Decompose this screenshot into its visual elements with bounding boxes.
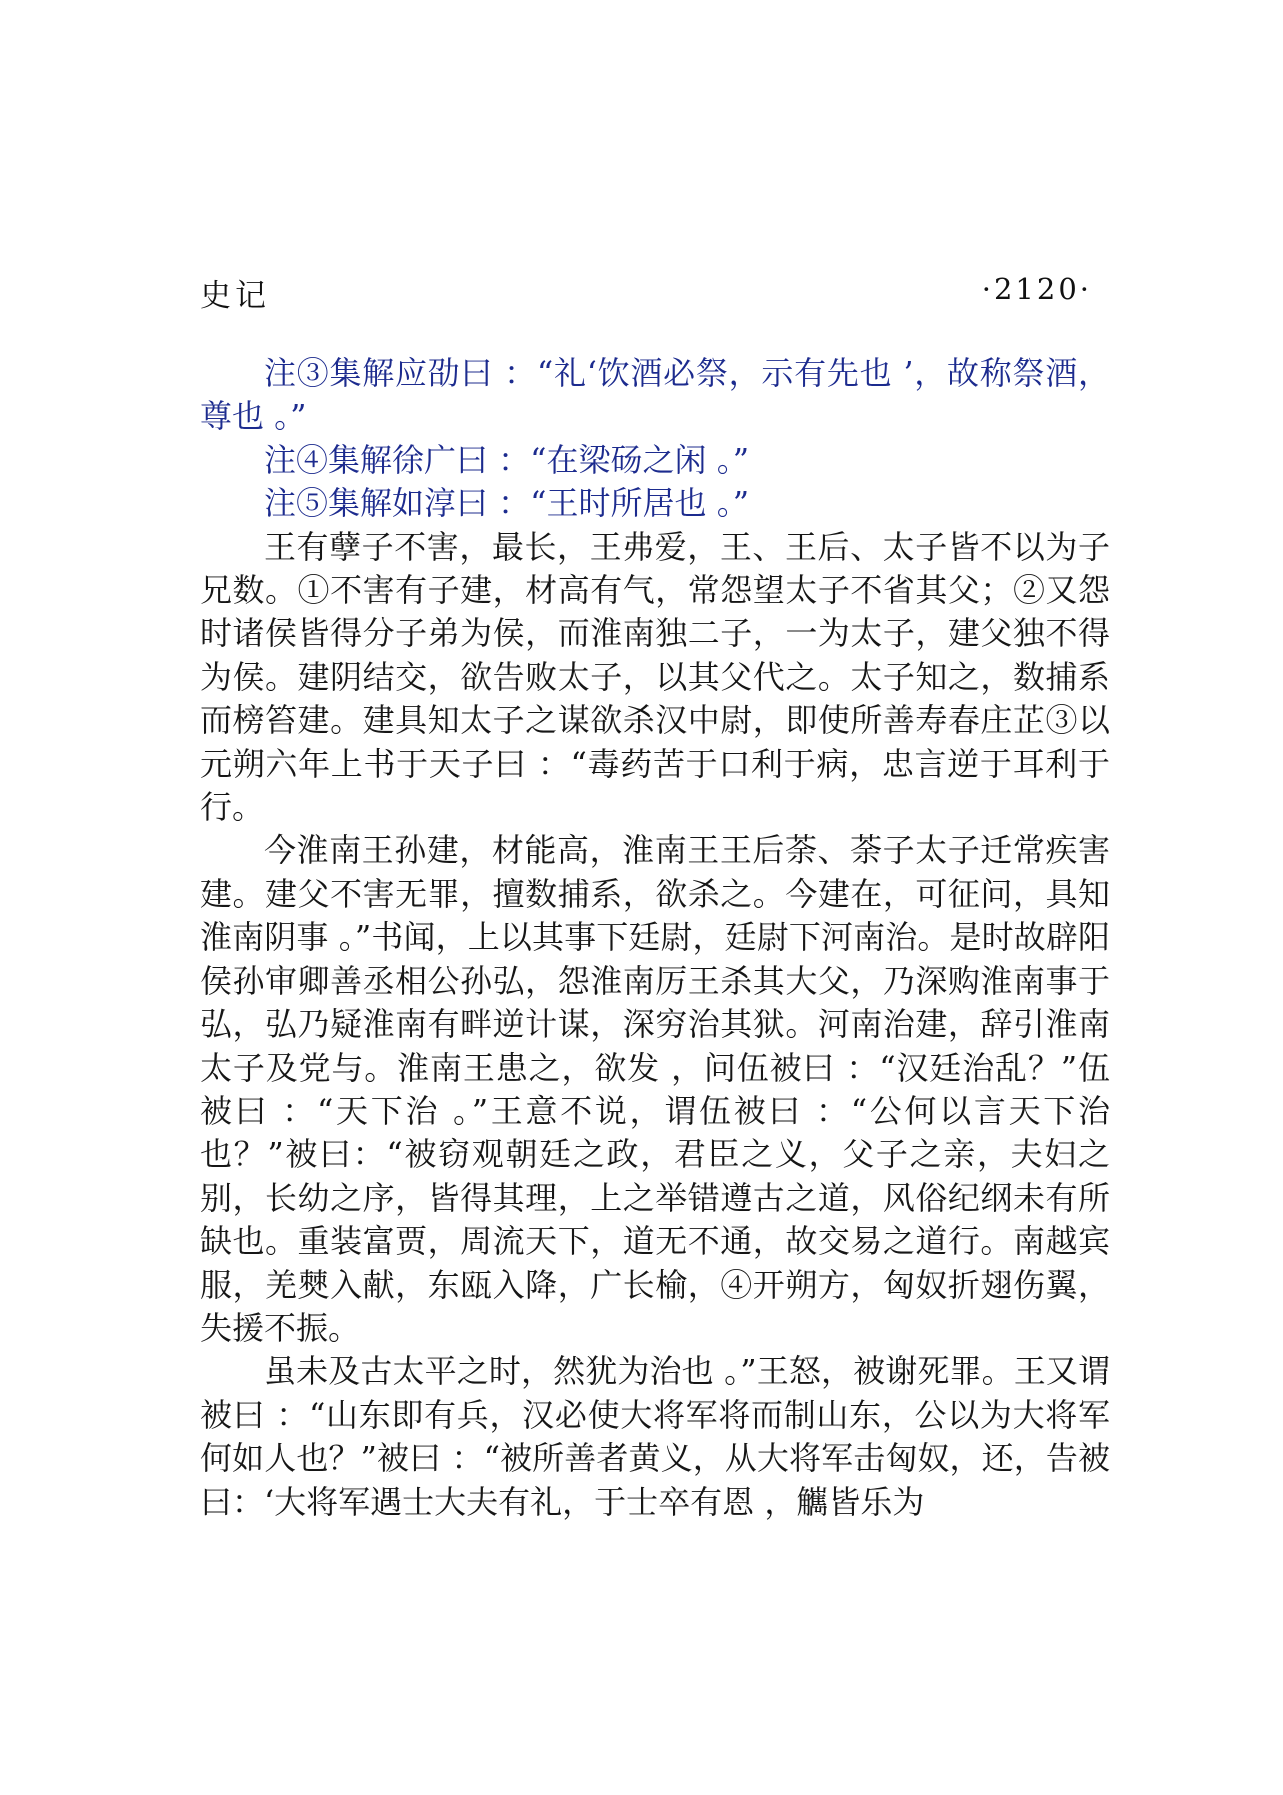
page-header — [200, 270, 1092, 314]
page-body — [200, 352, 1110, 1524]
annotation-note-5: 注⑤集解如淳曰 ：“王时所居也 。” — [264, 484, 750, 523]
book-title: 史记 — [200, 278, 270, 314]
body-paragraph: 王有孽子不害，最长，王弗爱，王、王后、太子皆不以为子兄数。①不害有子建，材高有气，常怨望太子不省其父；②又怨时诸侯皆得分子弟为侯，而淮南独二子，一为太子，建父独不得为侯。建阴结交，欲告败太子，以其父代之。太子知之，数捕系而榜笞建。建具知太子之谋欲杀汉中尉，即使所善寿春庄芷③以元朔六年上书于天子曰 ：“毒药苦于口利于病，忠言逆于耳利于行。 — [200, 527, 1110, 827]
body-paragraph: 虽未及古太平之时，然犹为治也 。”王怒，被谢死罪。王又谓被曰 ：“山东即有兵，汉必使大将军将而制山东，公以为大将军何如人也？”被曰 ：“被所善者黄义，从大将军击匈奴，还，告被曰：‘大将军遇士大夫有礼，于士卒有恩 ，觽皆乐为 — [200, 1352, 1110, 1521]
annotation-note-4: 注④集解徐广曰 ：“在梁砀之闲 。” — [264, 440, 750, 479]
body-paragraph: 今淮南王孙建，材能高，淮南王王后荼、荼子太子迁常疾害建。建父不害无罪，擅数捕系，欲杀之。今建在，可征问，具知淮南阴事 。”书闻，上以其事下廷尉，廷尉下河南治。是时故辟阳侯孙审卿善丞相公孙弘，怨淮南厉王杀其大父，乃深购淮南事于弘，弘乃疑淮南有畔逆计谋，深穷治其狱。河南治建，辞引淮南太子及党与。淮南王患之，欲发 ，问伍被曰 ：“汉廷治乱？”伍被曰 ：“天下治 。”王意不说，谓伍被曰 ：“公何以言天下治也？”被曰：“被窃观朝廷之政，君臣之义，父子之亲，夫妇之别，长幼之序，皆得其理，上之举错遵古之道，风俗纪纲未有所缺也。重装富贾，周流天下，道无不通，故交易之道行。南越宾服，羌僰入献，东瓯入降，广长榆，④开朔方，匈奴折翅伤翼，失援不振。 — [200, 831, 1110, 1347]
page-number: ·2120· — [981, 272, 1092, 306]
annotation-note-3: 注③集解应劭曰 ：“礼‘饮酒必祭，示有先也 ’，故称祭酒，尊也 。” — [200, 354, 1110, 436]
